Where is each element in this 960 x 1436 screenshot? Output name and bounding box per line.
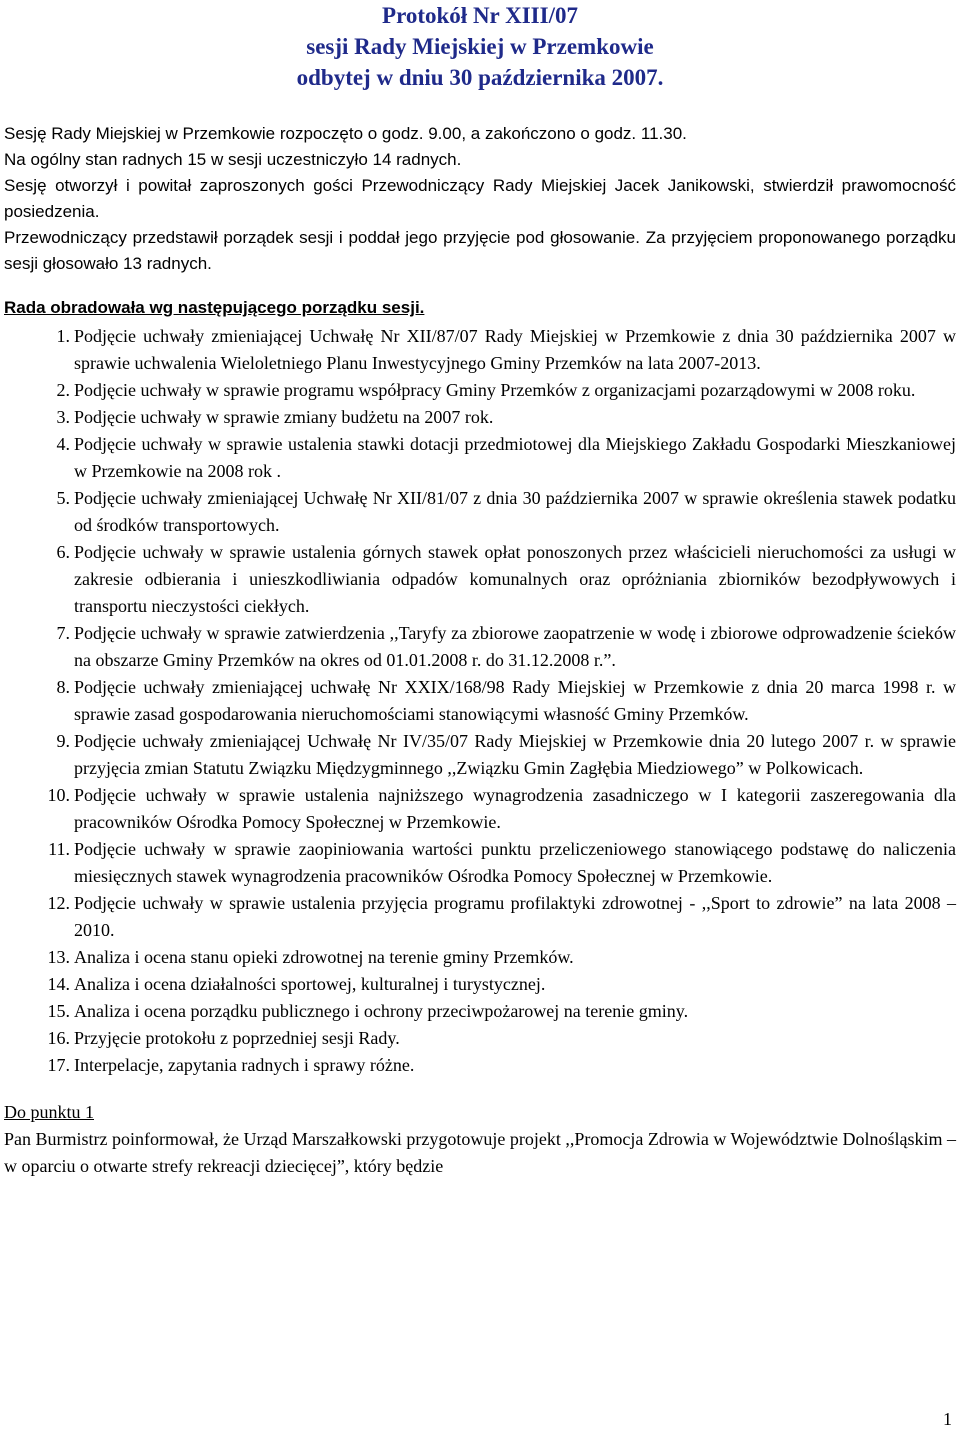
page-number: 1 xyxy=(943,1409,952,1429)
agenda-item-number: 3. xyxy=(56,407,70,427)
agenda-item xyxy=(4,539,956,620)
agenda-item xyxy=(4,944,956,971)
agenda-item-text: Podjęcie uchwały w sprawie ustalenia przyjęcia programu profilaktyki zdrowotnej - ,,Sport to zdrowie” na lata 2008 – 2010. xyxy=(74,893,956,940)
agenda-item-number: 14. xyxy=(47,974,70,994)
agenda-item xyxy=(4,1025,956,1052)
agenda-item-number: 5. xyxy=(56,488,70,508)
agenda-item xyxy=(4,782,956,836)
section-heading-point-1: Do punktu 1 xyxy=(4,1102,94,1122)
agenda-item-text: Podjęcie uchwały w sprawie ustalenia stawki dotacji przedmiotowej dla Miejskiego Zakładu Gospodarki Mieszkaniowej w Przemkowie na 2008 rok . xyxy=(74,434,956,481)
intro-paragraph-times: Sesję Rady Miejskiej w Przemkowie rozpoczęto o godz. 9.00, a zakończono o godz. 11.30. xyxy=(4,124,687,143)
agenda-item xyxy=(4,674,956,728)
intro-paragraph-opening: Sesję otworzył i powitał zaproszonych gości Przewodniczący Rady Miejskiej Jacek Janikowski, stwierdził prawomocność posiedzenia. xyxy=(4,176,956,221)
intro-section xyxy=(4,121,956,277)
agenda-item xyxy=(4,431,956,485)
agenda-item xyxy=(4,998,956,1025)
agenda-item-text: Analiza i ocena działalności sportowej, kulturalnej i turystycznej. xyxy=(74,974,546,994)
agenda-item-number: 7. xyxy=(56,623,70,643)
agenda-item-text: Podjęcie uchwały zmieniającej Uchwałę Nr IV/35/07 Rady Miejskiej w Przemkowie dnia 20 lutego 2007 r. w sprawie przyjęcia zmian Statutu Związku Międzygminnego ,,Związku Gmin Zagłębia Miedziowego” w Polkowicach. xyxy=(74,731,956,778)
agenda-item-text: Podjęcie uchwały zmieniającej uchwałę Nr XXIX/168/98 Rady Miejskiej w Przemkowie z dnia 20 marca 1998 r. w sprawie zasad gospodarowania nieruchomościami stanowiącymi własność Gminy Przemków. xyxy=(74,677,956,724)
agenda-item-text: Podjęcie uchwały zmieniającej Uchwałę Nr XII/87/07 Rady Miejskiej w Przemkowie z dnia 30 października 2007 w sprawie uchwalenia Wieloletniego Planu Inwestycyjnego Gminy Przemków na lata 2007-2013. xyxy=(74,326,956,373)
agenda-item-number: 9. xyxy=(56,731,70,751)
agenda-item xyxy=(4,485,956,539)
section-paragraph-point-1: Pan Burmistrz poinformował, że Urząd Marszałkowski przygotowuje projekt ,,Promocja Zdrowia w Województwie Dolnośląskim – w oparciu o otwarte strefy rekreacji dziecięcej”, który będzie xyxy=(4,1129,957,1176)
agenda-item-number: 15. xyxy=(47,1001,70,1021)
intro-paragraph-agenda-vote: Przewodniczący przedstawił porządek sesji i poddał jego przyjęcie pod głosowanie. Za przyjęciem proponowanego porządku sesji głosowało 13 radnych. xyxy=(4,228,956,273)
agenda-item-number: 16. xyxy=(47,1028,70,1048)
agenda-item-text: Podjęcie uchwały w sprawie zaopiniowania wartości punktu przeliczeniowego stanowiącego podstawę do naliczenia miesięcznych stawek wynagrodzenia pracowników Ośrodka Pomocy Społecznej w Przemkowie. xyxy=(74,839,956,886)
agenda-item-number: 12. xyxy=(47,893,70,913)
agenda-item-number: 6. xyxy=(56,542,70,562)
agenda-item-number: 17. xyxy=(47,1055,70,1075)
agenda-item-number: 13. xyxy=(47,947,70,967)
agenda-item xyxy=(4,404,956,431)
agenda-item-text: Przyjęcie protokołu z poprzedniej sesji Rady. xyxy=(74,1028,400,1048)
agenda-item-text: Interpelacje, zapytania radnych i sprawy różne. xyxy=(74,1055,415,1075)
title-line-1: Protokół Nr XIII/07 xyxy=(382,3,578,28)
agenda-item-text: Podjęcie uchwały w sprawie ustalenia najniższego wynagrodzenia zasadniczego w I kategorii zaszeregowania dla pracowników Ośrodka Pomocy Społecznej w Przemkowie. xyxy=(74,785,956,832)
agenda-item-text: Podjęcie uchwały w sprawie zatwierdzenia ,,Taryfy za zbiorowe zaopatrzenie w wodę i zbiorowe odprowadzenie ścieków na obszarze Gminy Przemków na okres od 01.01.2008 r. do 31.12.2008 r.”. xyxy=(74,623,956,670)
agenda-item-number: 11. xyxy=(48,839,70,859)
agenda-item xyxy=(4,971,956,998)
agenda-item-number: 10. xyxy=(47,785,70,805)
agenda-item-number: 2. xyxy=(56,380,70,400)
agenda-item-text: Analiza i ocena porządku publicznego i ochrony przeciwpożarowej na terenie gminy. xyxy=(74,1001,689,1021)
agenda-item-text: Podjęcie uchwały w sprawie ustalenia górnych stawek opłat ponoszonych przez właścicieli nieruchomości za usługi w zakresie odbierania i unieszkodliwiania odpadów komunalnych oraz opróżniania zbiorników bezodpływowych i transportu nieczystości ciekłych. xyxy=(74,542,956,616)
agenda-item xyxy=(4,836,956,890)
agenda-item-text: Podjęcie uchwały w sprawie zmiany budżetu na 2007 rok. xyxy=(74,407,494,427)
document-page xyxy=(4,0,956,1436)
intro-paragraph-attendance: Na ogólny stan radnych 15 w sesji uczestniczyło 14 radnych. xyxy=(4,150,462,169)
agenda-item-number: 1. xyxy=(56,326,70,346)
agenda-item xyxy=(4,323,956,377)
agenda-item-number: 8. xyxy=(56,677,70,697)
agenda-item xyxy=(4,620,956,674)
agenda-item xyxy=(4,1052,956,1079)
title-line-3: odbytej w dniu 30 października 2007. xyxy=(296,65,664,90)
agenda-list xyxy=(4,323,956,1079)
agenda-item-number: 4. xyxy=(56,434,70,454)
agenda-item-text: Podjęcie uchwały w sprawie programu współpracy Gminy Przemków z organizacjami pozarządowymi w 2008 roku. xyxy=(74,380,916,400)
agenda-item xyxy=(4,728,956,782)
title-line-2: sesji Rady Miejskiej w Przemkowie xyxy=(306,34,654,59)
agenda-item-text: Analiza i ocena stanu opieki zdrowotnej na terenie gminy Przemków. xyxy=(74,947,574,967)
agenda-heading: Rada obradowała wg następującego porządku sesji. xyxy=(4,298,425,317)
agenda-item xyxy=(4,377,956,404)
document-title xyxy=(4,0,956,93)
agenda-item xyxy=(4,890,956,944)
agenda-item-text: Podjęcie uchwały zmieniającej Uchwałę Nr XII/81/07 z dnia 30 października 2007 w sprawie określenia stawek podatku od środków transportowych. xyxy=(74,488,956,535)
